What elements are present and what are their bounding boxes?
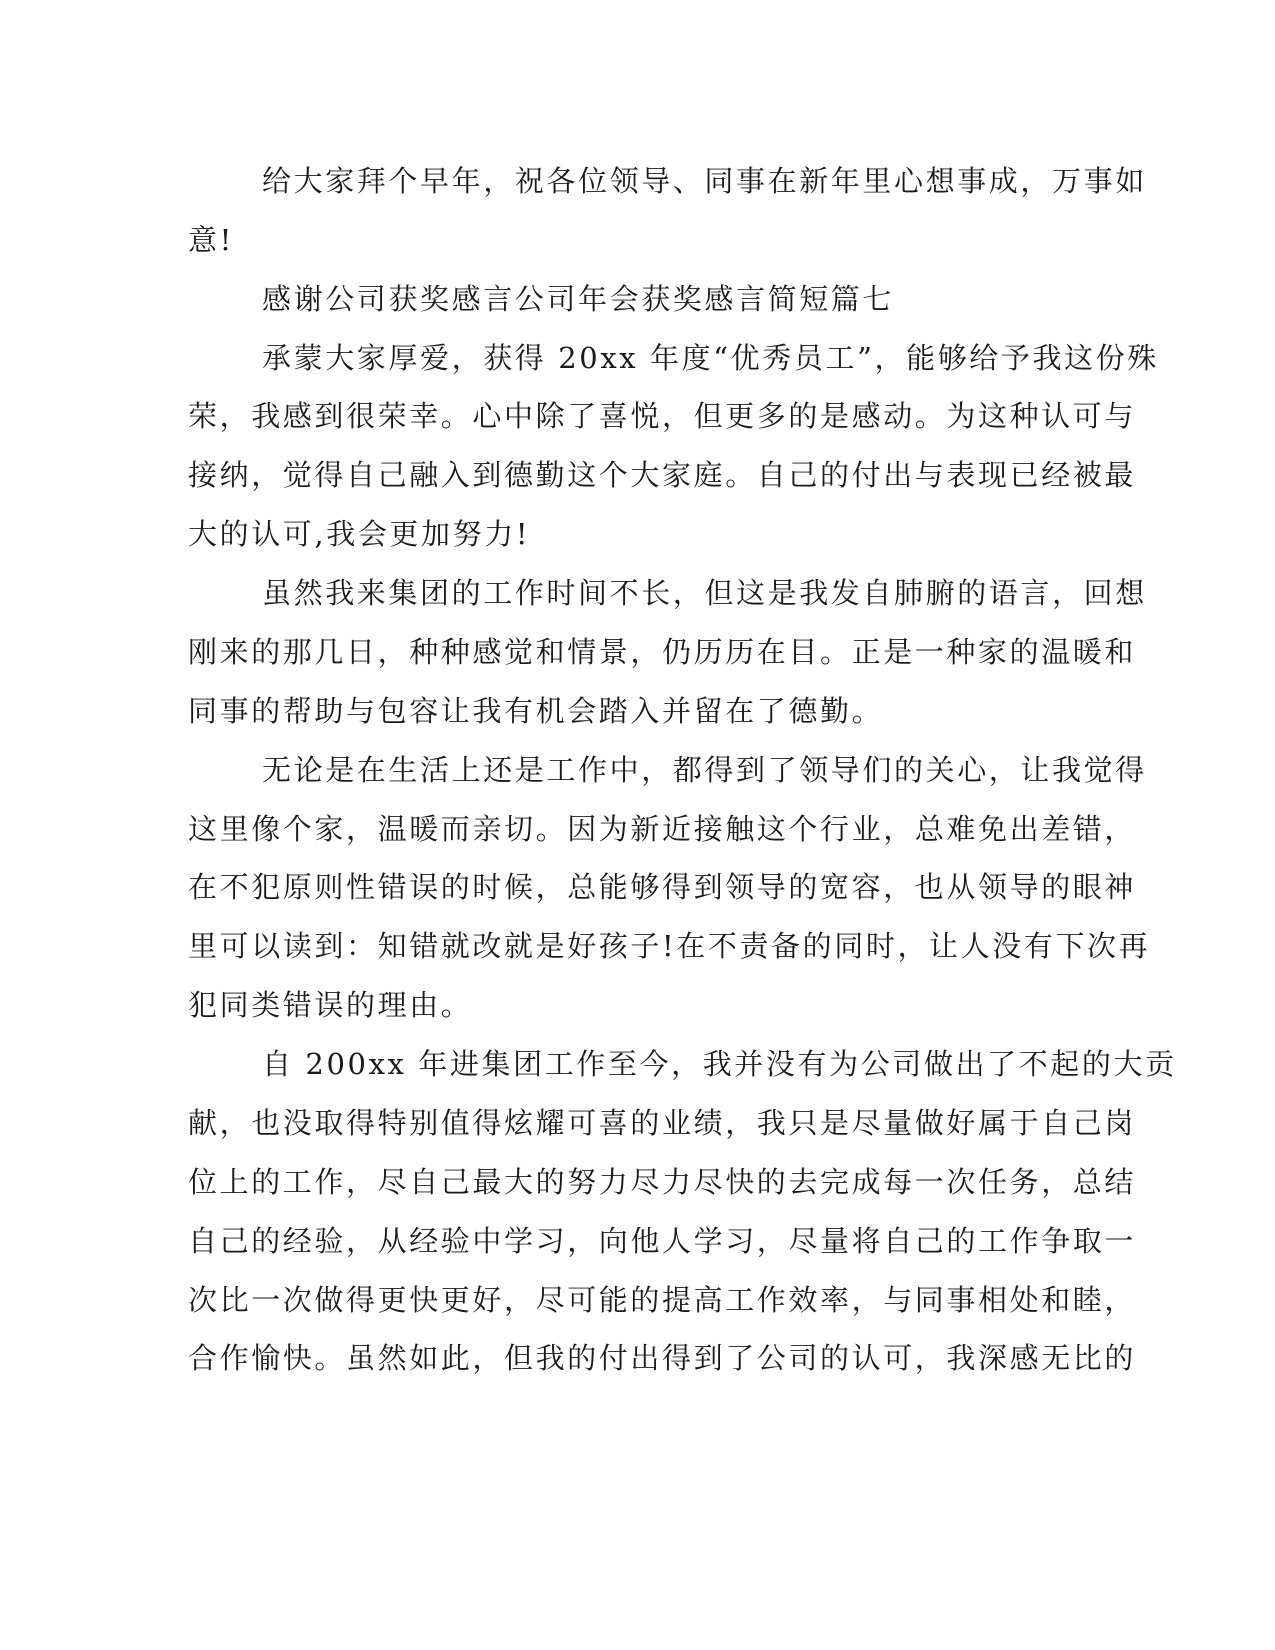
paragraph-line: 在不犯原则性错误的时候，总能够得到领导的宽容，也从领导的眼神 (188, 870, 1137, 904)
paragraph-line: 虽然我来集团的工作时间不长，但这是我发自肺腑的语言，回想 (262, 576, 1147, 610)
paragraph-line: 位上的工作，尽自己最大的努力尽力尽快的去完成每一次任务，总结 (188, 1165, 1137, 1199)
paragraph-line: 自 200xx 年进集团工作至今，我并没有为公司做出了不起的大贡 (262, 1047, 1177, 1081)
paragraph-line: 大的认可,我会更加努力! (188, 517, 531, 551)
paragraph-line: 荣，我感到很荣幸。心中除了喜悦，但更多的是感动。为这种认可与 (188, 399, 1137, 433)
paragraph-line: 接纳，觉得自己融入到德勤这个大家庭。自己的付出与表现已经被最 (188, 458, 1137, 492)
paragraph-line: 同事的帮助与包容让我有机会踏入并留在了德勤。 (188, 694, 884, 728)
paragraph-line: 献，也没取得特别值得炫耀可喜的业绩，我只是尽量做好属于自己岗 (188, 1106, 1137, 1140)
paragraph-line: 犯同类错误的理由。 (188, 988, 473, 1022)
section-heading: 感谢公司获奖感言公司年会获奖感言简短篇七 (262, 282, 895, 316)
paragraph-line: 合作愉快。虽然如此，但我的付出得到了公司的认可，我深感无比的 (188, 1341, 1137, 1375)
paragraph-line: 自己的经验，从经验中学习，向他人学习，尽量将自己的工作争取一 (188, 1224, 1137, 1258)
paragraph-line: 无论是在生活上还是工作中，都得到了领导们的关心，让我觉得 (262, 753, 1147, 787)
paragraph-line: 里可以读到：知错就改就是好孩子!在不责备的同时，让人没有下次再 (188, 929, 1151, 963)
paragraph-line: 承蒙大家厚爱，获得 20xx 年度“优秀员工”，能够给予我这份殊 (262, 341, 1159, 375)
paragraph-line: 刚来的那几日，种种感觉和情景，仍历历在目。正是一种家的温暖和 (188, 635, 1137, 669)
paragraph-line: 给大家拜个早年，祝各位领导、同事在新年里心想事成，万事如 (262, 164, 1147, 198)
paragraph-line: 这里像个家，温暖而亲切。因为新近接触这个行业，总难免出差错， (188, 812, 1137, 846)
paragraph-line: 次比一次做得更快更好，尽可能的提高工作效率，与同事相处和睦， (188, 1283, 1137, 1317)
paragraph-line: 意! (188, 223, 234, 257)
